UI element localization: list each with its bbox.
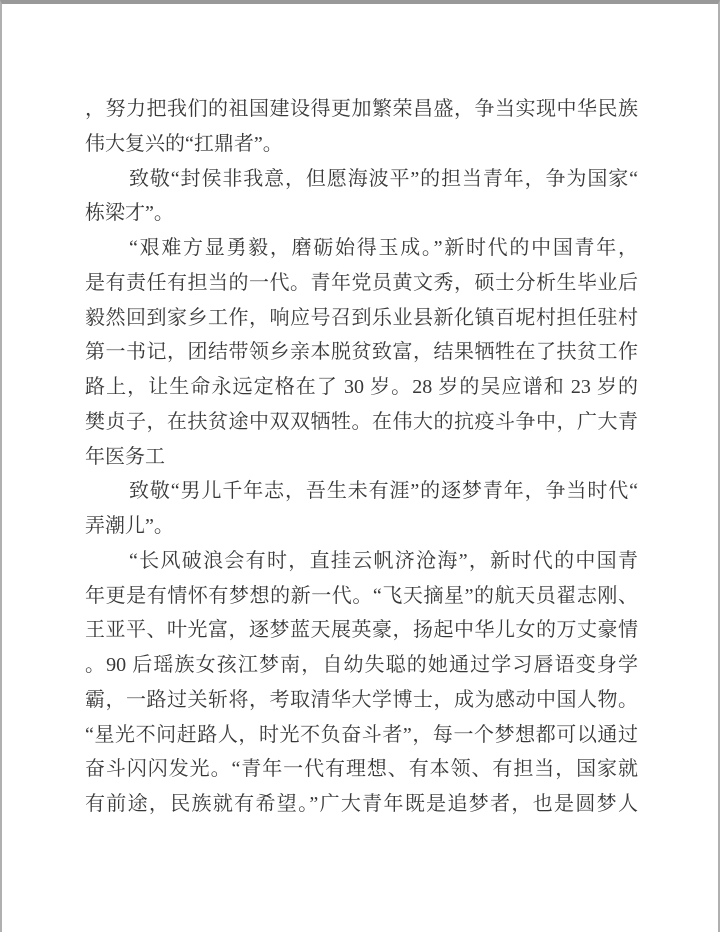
text-line: 霸，一路过关斩将，考取清华大学博士，成为感动中国人物。: [85, 688, 638, 711]
text-line: 王亚平、叶光富，逐梦蓝天展英豪，扬起中华儿女的万丈豪情: [85, 619, 638, 642]
text-line: 致敬“封侯非我意，但愿海波平”的担当青年，争为国家“: [129, 167, 638, 190]
text-line: 奋斗闪闪发光。“青年一代有理想、有本领、有担当，国家就: [85, 758, 638, 781]
text-line: “星光不问赶路人，时光不负奋斗者”，每一个梦想都可以通过: [85, 723, 638, 746]
text-line: 樊贞子，在扶贫途中双双牺牲。在伟大的抗疫斗争中，广大青: [85, 410, 638, 433]
text-line: 弄潮儿”。: [85, 515, 174, 537]
text-line: ，努力把我们的祖国建设得更加繁荣昌盛，争当实现中华民族: [85, 98, 638, 120]
text-line: 年更是有情怀有梦想的新一代。“飞天摘星”的航天员翟志刚、: [85, 584, 638, 607]
text-line: “长风破浪会有时，直挂云帆济沧海”，新时代的中国青: [129, 549, 638, 572]
text-line: 年医务工: [85, 445, 165, 468]
text-line: 路上，让生命永远定格在了 30 岁。28 岁的吴应谱和 23 岁的: [85, 376, 638, 398]
text-line: “艰难方显勇毅，磨砺始得玉成。”新时代的中国青年，: [129, 237, 638, 259]
text-line: 第一书记，团结带领乡亲本脱贫致富，结果牺牲在了扶贫工作: [85, 341, 638, 364]
text-line: 致敬“男儿千年志，吾生未有涯”的逐梦青年，争当时代“: [129, 480, 638, 503]
text-line: 有前途，民族就有希望。”广大青年既是追梦者，也是圆梦人: [85, 793, 638, 815]
text-line: 是有责任有担当的一代。青年党员黄文秀，硕士分析生毕业后: [85, 271, 638, 294]
text-content: [85, 92, 638, 822]
text-line: 伟大复兴的“扛鼎者”。: [85, 132, 283, 155]
text-line: 栋梁才”。: [85, 202, 174, 225]
text-line: 毅然回到家乡工作，响应号召到乐业县新化镇百坭村担任驻村: [85, 306, 638, 329]
text-line: 。90 后瑶族女孩江梦南，自幼失聪的她通过学习唇语变身学: [85, 654, 638, 676]
